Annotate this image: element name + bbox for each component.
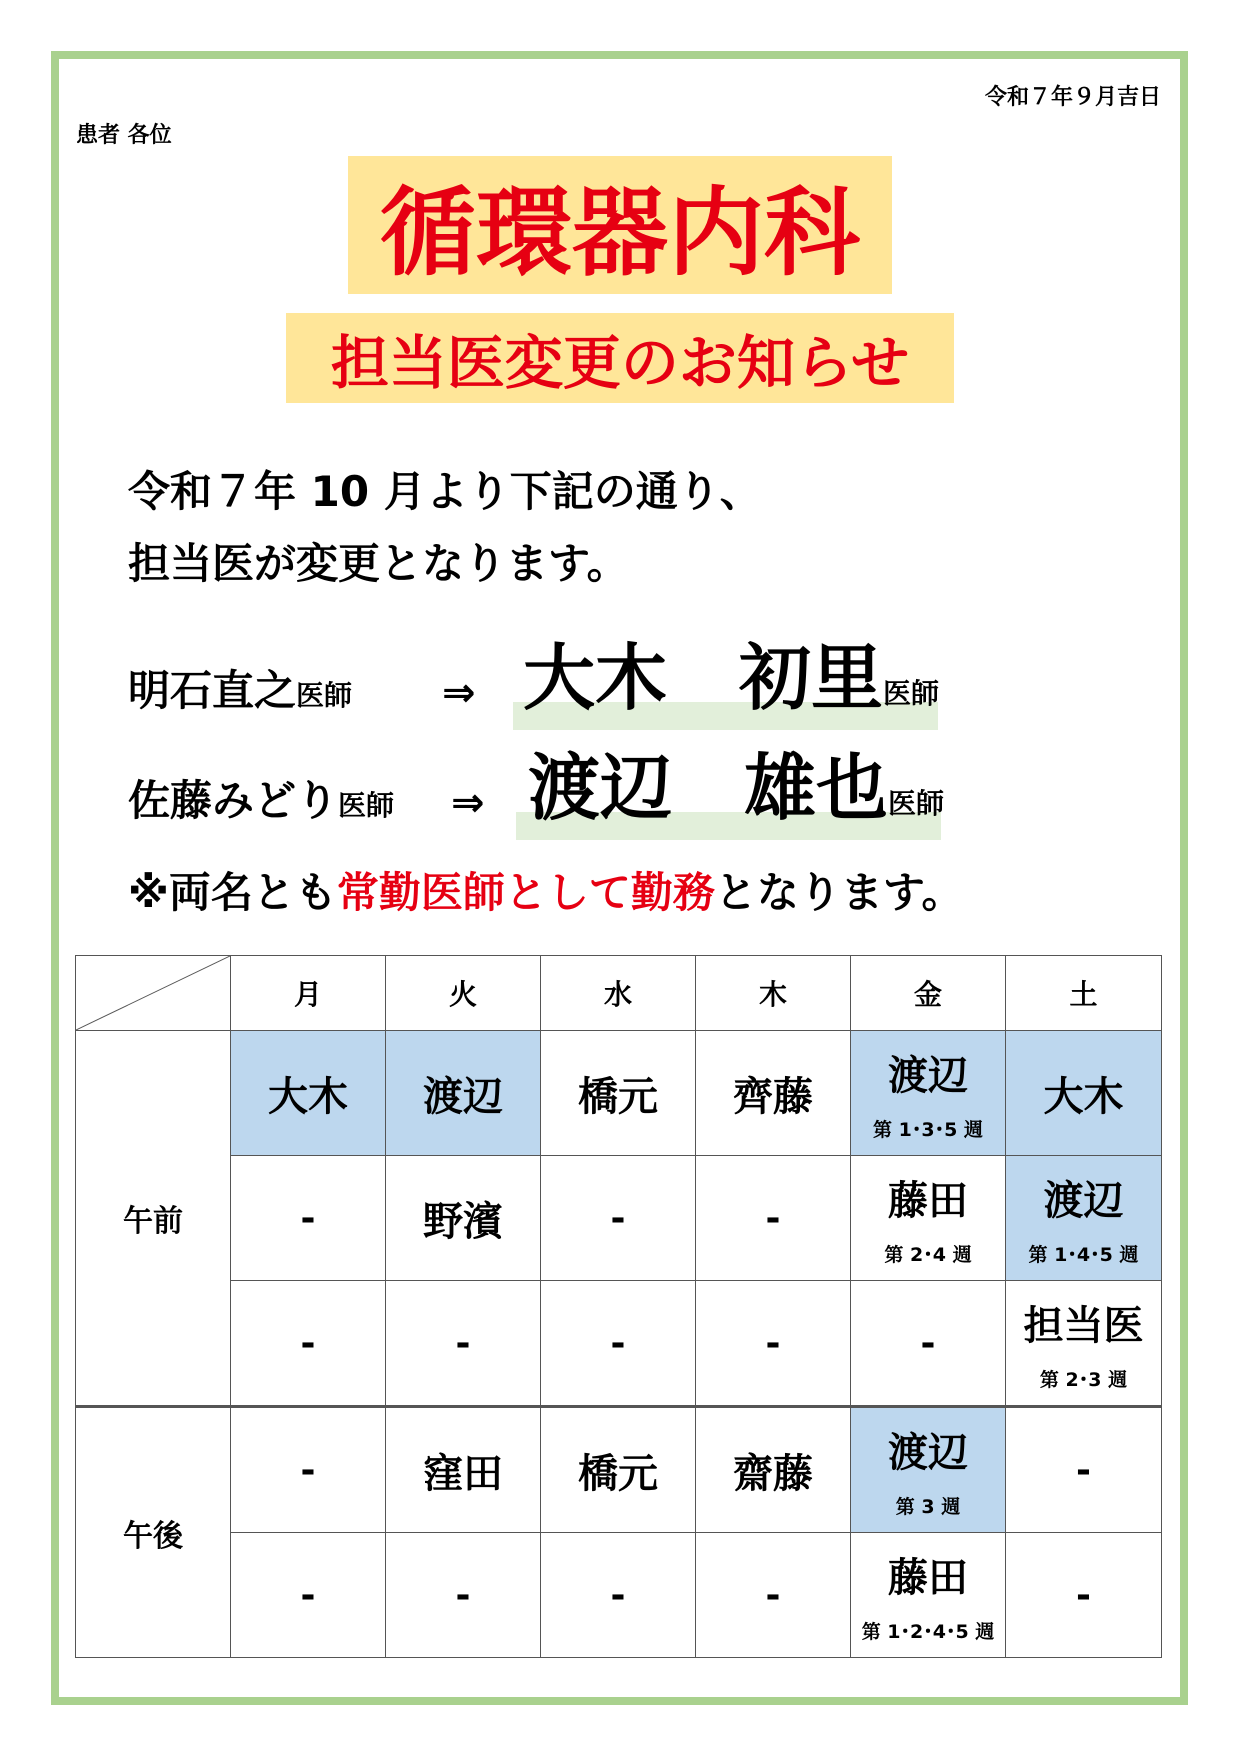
schedule-cell: [696, 1281, 851, 1407]
schedule-cell: [851, 1407, 1006, 1533]
doctor-name: 渡辺: [423, 1073, 503, 1120]
doctor-name: 齊藤: [733, 1073, 813, 1120]
day-header: 月: [231, 956, 386, 1031]
doctor-change-1: [128, 636, 958, 730]
schedule-cell: [386, 1156, 541, 1281]
corner-cell: [76, 956, 231, 1031]
schedule-cell: [1006, 1533, 1162, 1658]
page-title: 循環器内科: [348, 156, 892, 294]
day-header: 土: [1006, 956, 1162, 1031]
schedule-cell: [696, 1156, 851, 1281]
intro-line-1: 令和７年 10 月より下記の通り、: [128, 467, 762, 516]
day-header: 水: [541, 956, 696, 1031]
no-doctor: -: [300, 1197, 316, 1239]
doctor-name: 橋元: [578, 1450, 658, 1497]
doctor-name: 藤田: [888, 1555, 968, 1601]
morning-label: 午前: [76, 1031, 231, 1407]
doctor-name: 藤田: [888, 1178, 968, 1224]
diagonal-line: [76, 956, 230, 1030]
schedule-cell: [231, 1407, 386, 1533]
new-doctor: 大木 初里医師: [523, 636, 940, 720]
doctor-name: 窪田: [423, 1450, 503, 1497]
schedule-cell: [1006, 1407, 1162, 1533]
issue-date: 令和７年９月吉日: [984, 85, 1161, 110]
schedule-cell: [541, 1156, 696, 1281]
no-doctor: -: [1076, 1574, 1091, 1616]
schedule-cell: [696, 1533, 851, 1658]
intro-line-2: 担当医が変更となります。: [128, 539, 629, 588]
old-doctor: 明石直之医師: [128, 666, 353, 715]
week-note: 第 2･3 週: [1039, 1369, 1128, 1391]
schedule-cell: [386, 1407, 541, 1533]
week-note: 第 1･3･5 週: [873, 1119, 983, 1141]
schedule-cell: [851, 1533, 1006, 1658]
schedule-cell: [851, 1156, 1006, 1281]
no-doctor: -: [300, 1574, 316, 1616]
schedule-cell: [851, 1281, 1006, 1407]
no-doctor: -: [610, 1197, 626, 1239]
no-doctor: -: [765, 1197, 781, 1239]
week-note: 第 3 週: [895, 1496, 961, 1518]
schedule-cell: [231, 1156, 386, 1281]
day-header: 火: [386, 956, 541, 1031]
week-note: 第 1･2･4･5 週: [861, 1621, 995, 1643]
doctor-change-2: [128, 746, 958, 840]
no-doctor: -: [765, 1322, 781, 1364]
schedule-cell: [386, 1031, 541, 1156]
schedule-cell: [541, 1281, 696, 1407]
schedule-cell: [541, 1533, 696, 1658]
no-doctor: -: [610, 1574, 626, 1616]
doctor-name: 渡辺: [888, 1053, 968, 1099]
schedule-cell: [541, 1031, 696, 1156]
no-doctor: -: [455, 1322, 471, 1364]
no-doctor: -: [765, 1574, 781, 1616]
intro-text: [128, 456, 762, 600]
doctor-name: 橋元: [578, 1073, 658, 1120]
schedule-cell: [1006, 1031, 1162, 1156]
doctor-name: 野濱: [423, 1198, 503, 1245]
doctor-name: 担当医: [1023, 1303, 1144, 1349]
schedule-cell: [851, 1031, 1006, 1156]
no-doctor: -: [300, 1449, 316, 1491]
day-header: 木: [696, 956, 851, 1031]
table-row: [76, 1031, 1162, 1156]
doctor-name: 大木: [1043, 1073, 1124, 1120]
schedule-cell: [696, 1031, 851, 1156]
arrow-icon: ⇒: [442, 670, 476, 716]
no-doctor: -: [455, 1574, 471, 1616]
employment-note: ※両名とも常勤医師として勤務となります。: [128, 868, 964, 917]
schedule-cell: [231, 1281, 386, 1407]
table-row: [76, 1281, 1162, 1407]
week-note: 第 2･4 週: [884, 1244, 972, 1266]
table-row: [76, 1533, 1162, 1658]
doctor-name: 渡辺: [1043, 1178, 1124, 1224]
doctor-name: 齋藤: [733, 1450, 813, 1497]
doctor-name: 渡辺: [888, 1430, 968, 1476]
schedule-cell: [1006, 1281, 1162, 1407]
arrow-icon: ⇒: [451, 780, 485, 826]
week-note: 第 1･4･5 週: [1028, 1244, 1139, 1266]
no-doctor: -: [610, 1322, 626, 1364]
schedule-table: [75, 955, 1162, 1658]
schedule-cell: [1006, 1156, 1162, 1281]
day-header: 金: [851, 956, 1006, 1031]
no-doctor: -: [920, 1322, 936, 1364]
table-row: [76, 1156, 1162, 1281]
old-doctor: 佐藤みどり医師: [128, 776, 395, 825]
no-doctor: -: [300, 1322, 316, 1364]
page-subtitle: 担当医変更のお知らせ: [286, 313, 954, 403]
schedule-header-row: [76, 956, 1162, 1031]
table-row: [76, 1407, 1162, 1533]
recipient: 患者 各位: [76, 123, 172, 148]
no-doctor: -: [1076, 1449, 1091, 1491]
schedule-cell: [696, 1407, 851, 1533]
schedule-cell: [386, 1281, 541, 1407]
doctor-name: 大木: [268, 1073, 348, 1120]
afternoon-label: 午後: [76, 1407, 231, 1658]
schedule-cell: [386, 1533, 541, 1658]
schedule-cell: [541, 1407, 696, 1533]
schedule-cell: [231, 1031, 386, 1156]
new-doctor: 渡辺 雄也医師: [528, 746, 945, 830]
schedule-cell: [231, 1533, 386, 1658]
